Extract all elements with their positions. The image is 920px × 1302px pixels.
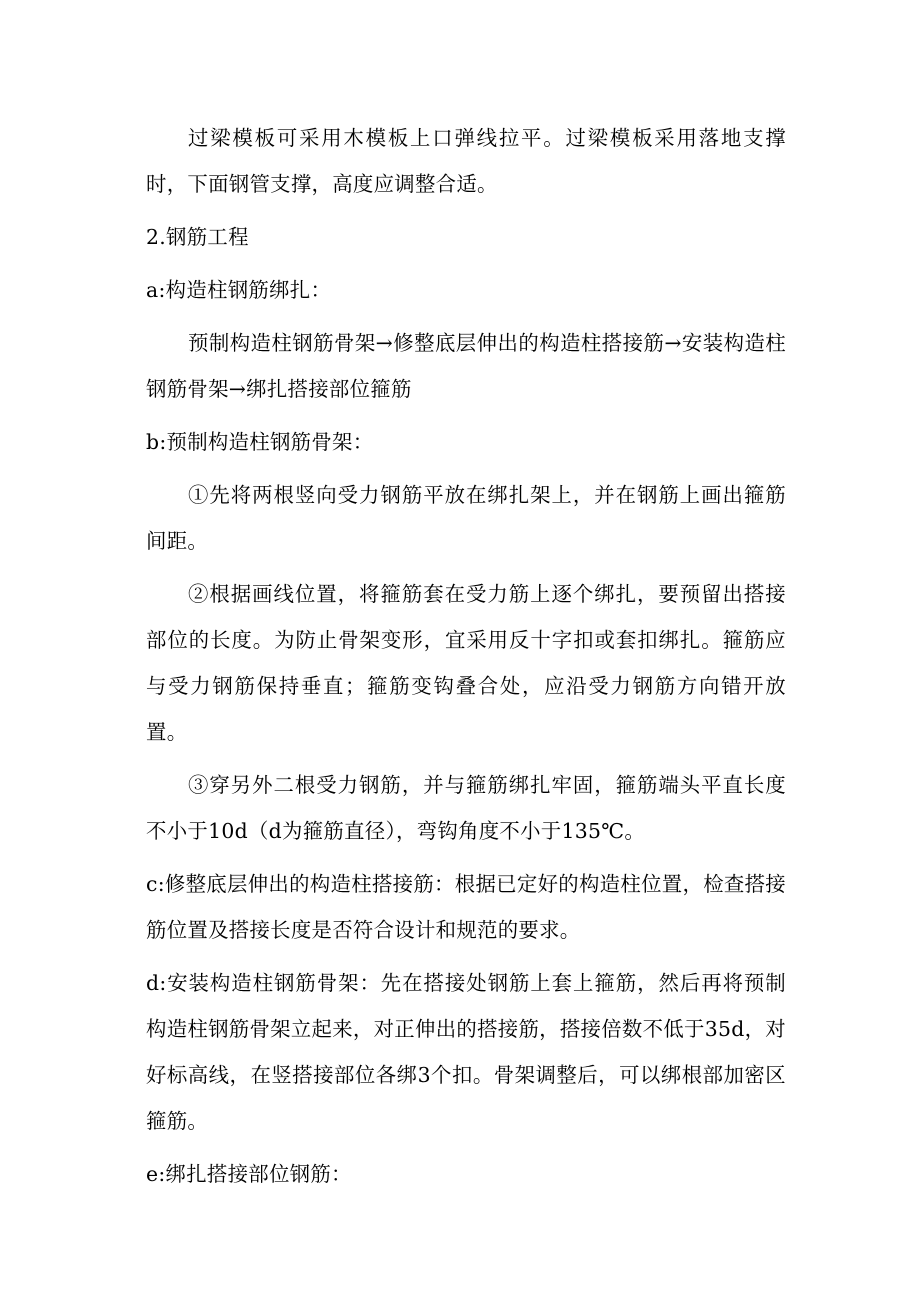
document-body <box>146 115 786 1197</box>
paragraph-c-trim-lap-bars: c:修整底层伸出的构造柱搭接筋：根据已定好的构造柱位置，检查搭接筋位置及搭接长度是否符合设计和规范的要求。 <box>146 872 786 942</box>
paragraph-lintel-formwork: 过梁模板可采用木模板上口弹线拉平。过梁模板采用落地支撑时，下面钢管支撑，高度应调整合适。 <box>146 126 786 196</box>
paragraph-d-install-cage: d:安装构造柱钢筋骨架：先在搭接处钢筋上套上箍筋，然后再将预制构造柱钢筋骨架立起来，对正伸出的搭接筋，搭接倍数不低于35d，对好标高线，在竖搭接部位各绑3个扣。骨架调整后，可以绑根部加密区箍筋。 <box>146 971 786 1133</box>
subheading-e-bind-lap-rebar: e:绑扎搭接部位钢筋： <box>146 1162 352 1186</box>
paragraph-step-2: ②根据画线位置，将箍筋套在受力筋上逐个绑扎，要预留出搭接部位的长度。为防止骨架变形，宜采用反十字扣或套扣绑扎。箍筋应与受力钢筋保持垂直；箍筋变钩叠合处，应沿受力钢筋方向错开放置。 <box>146 582 786 744</box>
paragraph-step-3: ③穿另外二根受力钢筋，并与箍筋绑扎牢固，箍筋端头平直长度不小于10d（d为箍筋直径），弯钩角度不小于135℃。 <box>146 773 786 843</box>
paragraph-process-flow: 预制构造柱钢筋骨架→修整底层伸出的构造柱搭接筋→安装构造柱钢筋骨架→绑扎搭接部位箍筋 <box>146 331 786 401</box>
subheading-b-prefab-cage: b:预制构造柱钢筋骨架： <box>146 430 374 454</box>
subheading-a-column-rebar-binding: a:构造柱钢筋绑扎： <box>146 278 332 302</box>
paragraph-step-1: ①先将两根竖向受力钢筋平放在绑扎架上，并在钢筋上画出箍筋间距。 <box>146 483 786 553</box>
section-heading-rebar-works: 2.钢筋工程 <box>146 225 249 249</box>
